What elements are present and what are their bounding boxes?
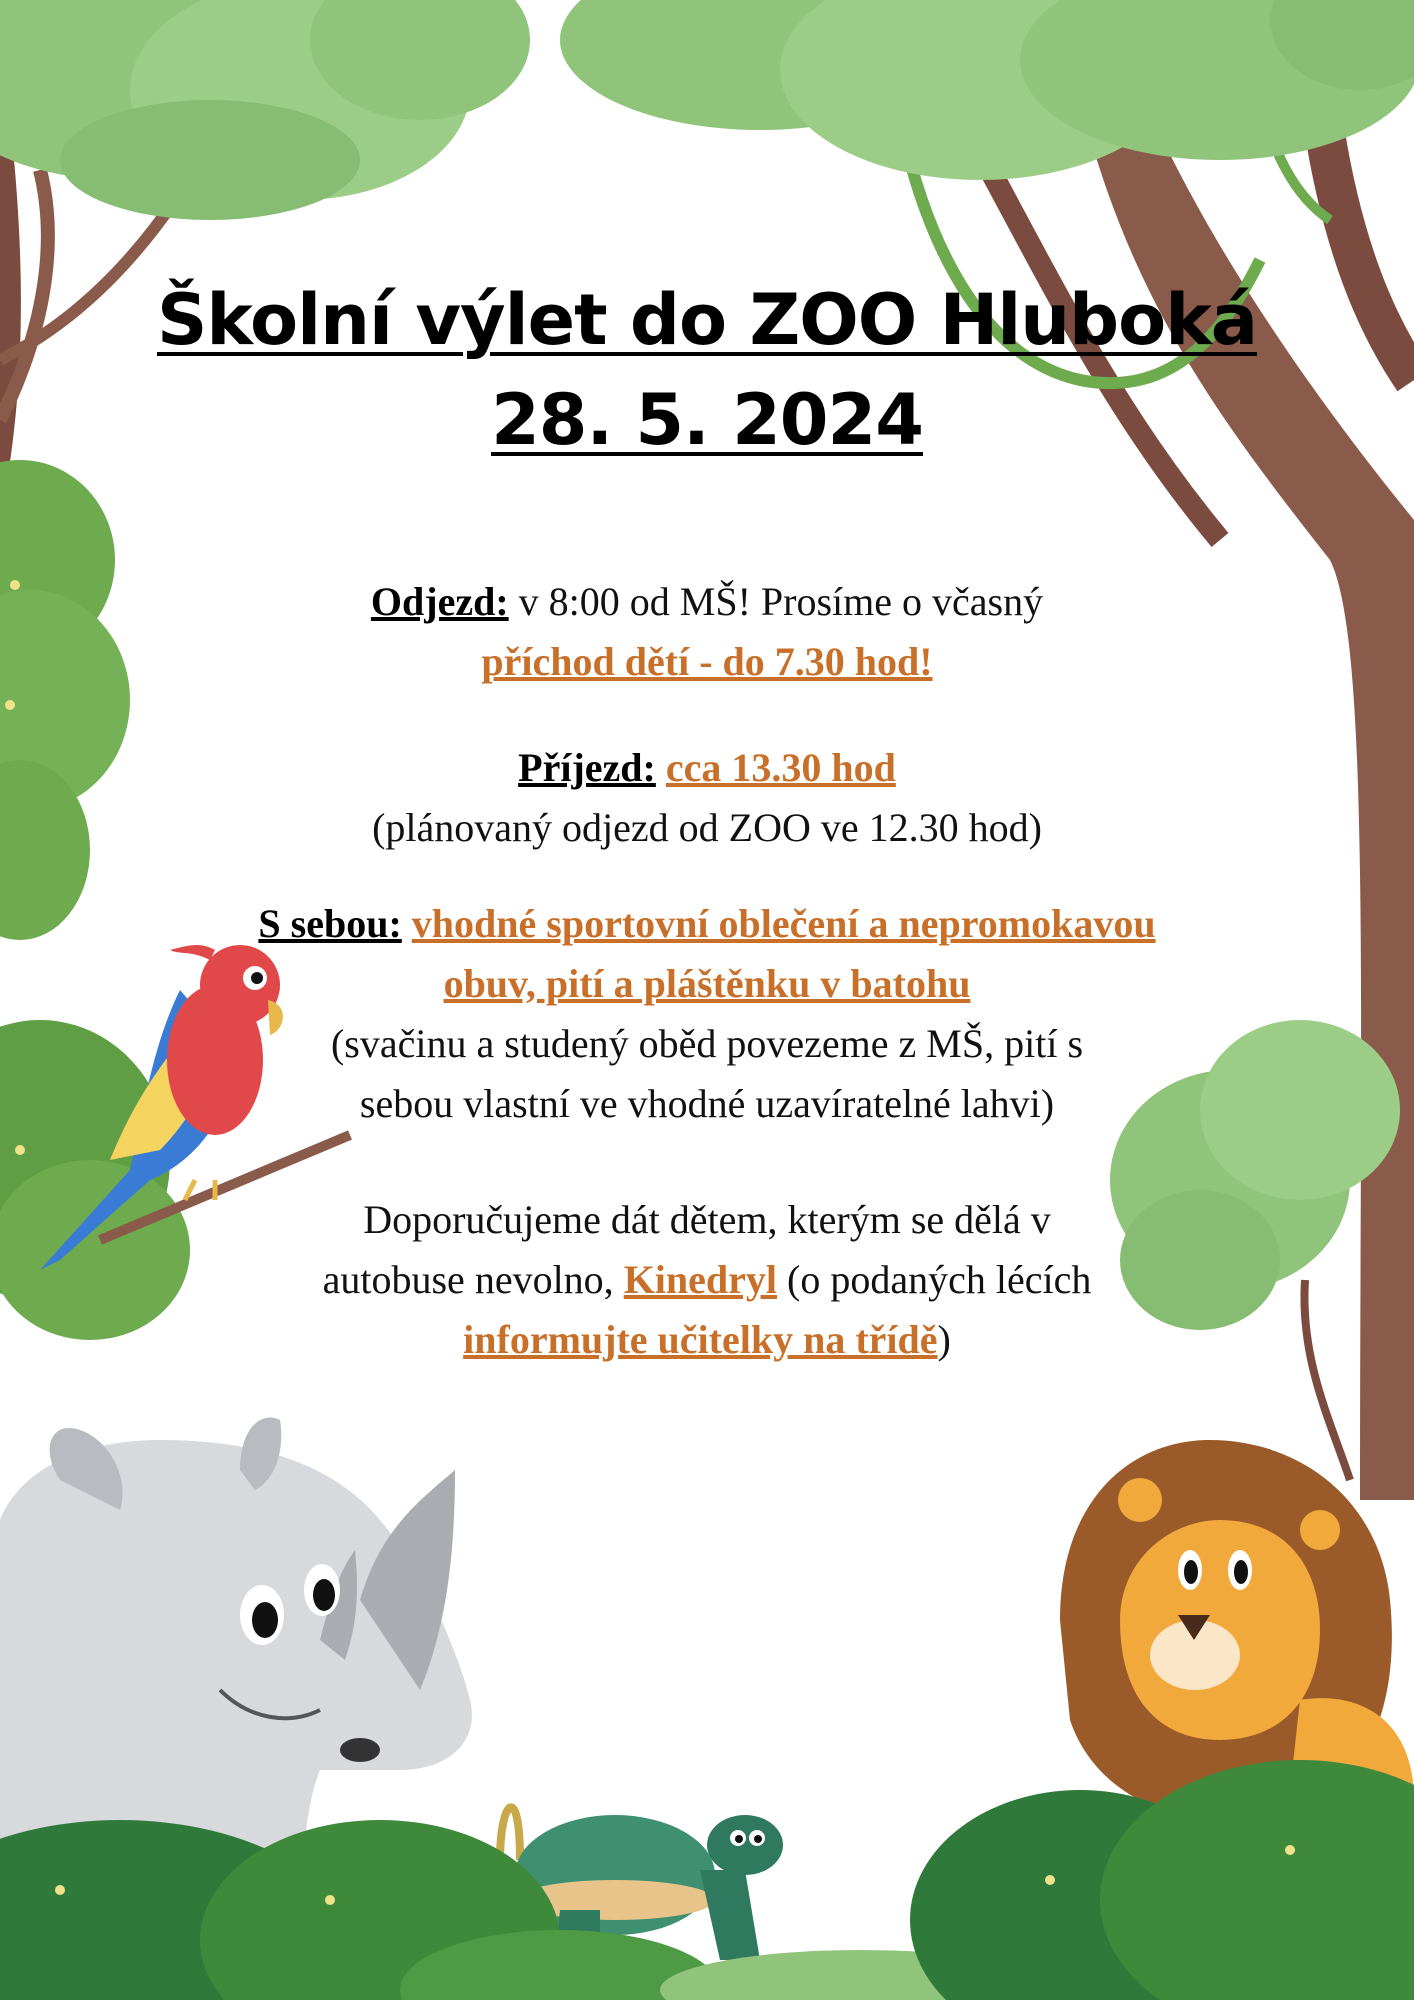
bring-line [0, 894, 1414, 954]
recommend-text-start: autobuse nevolno, [322, 1257, 614, 1302]
recommend-line-2 [0, 1250, 1414, 1310]
recommend-line-1: Doporučujeme dát dětem, kterým se dělá v [363, 1197, 1051, 1242]
recommend-text-end: (o podaných lécích [787, 1257, 1092, 1302]
departure-line [0, 572, 1414, 632]
departure-highlight: příchod dětí - do 7.30 hod! [481, 639, 933, 684]
bring-highlight-2: obuv, pití a pláštěnku v batohu [443, 961, 971, 1006]
departure-highlight-line [0, 632, 1414, 692]
arrival-label: Příjezd: [518, 745, 656, 790]
bring-highlight-1: vhodné sportovní oblečení a nepromokavou [411, 901, 1156, 946]
recommend-drug: Kinedryl [623, 1257, 778, 1302]
recommend-line-3 [0, 1310, 1414, 1370]
departure-label: Odjezd: [370, 579, 509, 624]
bring-note-2: sebou vlastní ve vhodné uzavíratelné lahvi) [359, 1081, 1055, 1126]
departure-text: v 8:00 od MŠ! Prosíme o včasný [518, 579, 1044, 624]
arrival-highlight: cca 13.30 hod [665, 745, 896, 790]
arrival-line [0, 738, 1414, 798]
bring-highlight-line-2 [0, 954, 1414, 1014]
bring-label: S sebou: [258, 901, 402, 946]
arrival-note: (plánovaný odjezd od ZOO ve 12.30 hod) [372, 805, 1042, 850]
title-line-1: Školní výlet do ZOO Hluboká [156, 279, 1258, 361]
recommend-teachers: informujte učitelky na třídě [463, 1317, 938, 1362]
title-date: 28. 5. 2024 [491, 379, 923, 461]
recommend-close-paren: ) [937, 1317, 951, 1362]
bring-note-1: (svačinu a studený oběd povezeme z MŠ, pití s [330, 1021, 1084, 1066]
